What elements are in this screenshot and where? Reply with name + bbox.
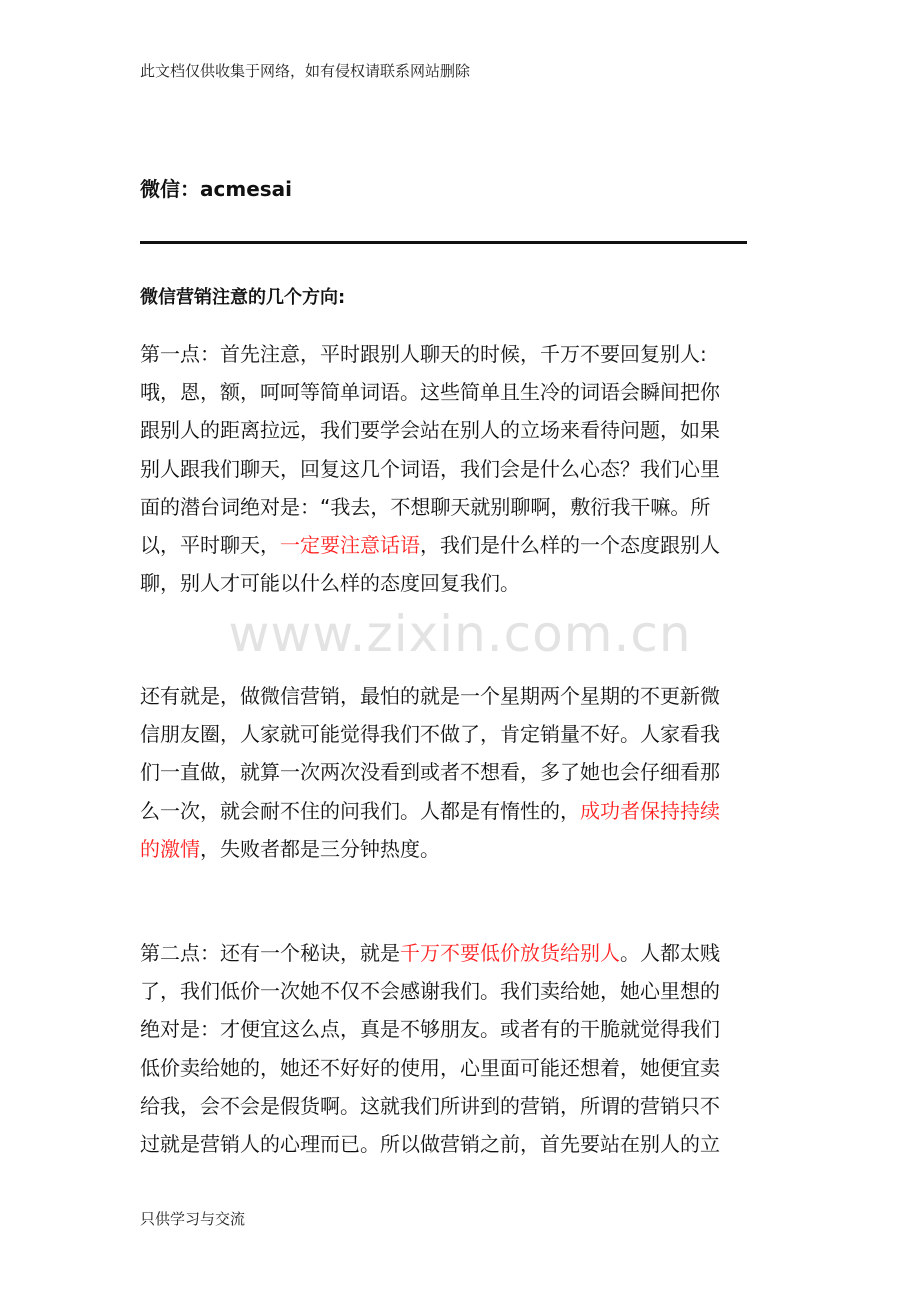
- text-segment: 以，平时聊天，: [140, 533, 280, 558]
- highlight-text: 一定要注意话语: [280, 533, 420, 558]
- text-line: 跟别人的距离拉远，我们要学会站在别人的立场来看待问题，如果: [140, 418, 720, 443]
- highlight-text: 千万不要低价放货给别人: [400, 941, 620, 965]
- text-line: 还有就是，做微信营销，最怕的就是一个星期两个星期的不更新微: [140, 684, 720, 708]
- text-line: 聊，别人才可能以什么样的态度回复我们。: [140, 571, 520, 596]
- text-segment: ，我们是什么样的一个态度跟别人: [420, 533, 720, 558]
- header-notice: 此文档仅供收集于网络，如有侵权请联系网站删除: [140, 62, 471, 80]
- paragraph-second: [140, 677, 768, 868]
- text-line: 第一点：首先注意，平时跟别人聊天的时候，千万不要回复别人:: [140, 342, 707, 366]
- section-title: 微信营销注意的几个方向:: [140, 287, 346, 308]
- highlight-text: 的激情: [140, 836, 200, 861]
- text-line: 面的潜台词绝对是：“我去，不想聊天就别聊啊，敷衍我干嘛。所: [140, 494, 711, 519]
- paragraph-second-point: [140, 934, 768, 1163]
- text-line: 别人跟我们聊天，回复这几个词语，我们会是什么心态？我们心里: [140, 456, 720, 481]
- text-line: 了，我们低价一次她不仅不会感谢我们。我们卖给她，她心里想的: [140, 979, 720, 1004]
- watermark: www.zixin.com.cn: [228, 605, 692, 663]
- text-segment: 么一次，就会耐不住的问我们。人都是有惰性的，: [140, 798, 580, 823]
- text-line: 们一直做，就算一次两次没看到或者不想看，多了她也会仔细看那: [140, 760, 720, 785]
- text-line: [140, 830, 768, 868]
- text-line: 低价卖给她的，她还不好好的使用，心里面可能还想着，她便宜卖: [140, 1055, 720, 1080]
- highlight-text: 成功者保持持续: [580, 798, 720, 823]
- text-line: 信朋友圈，人家就可能觉得我们不做了，肯定销量不好。人家看我: [140, 722, 720, 747]
- paragraph-first-point: [140, 335, 768, 602]
- text-line: [140, 934, 768, 972]
- text-line: [140, 526, 768, 564]
- text-line: 给我，会不会是假货啊。这就我们所讲到的营销，所谓的营销只不: [140, 1093, 720, 1118]
- text-segment: 第二点：还有一个秘诀，就是: [140, 941, 400, 965]
- divider-line: [140, 241, 747, 244]
- text-line: 哦，恩，额，呵呵等简单词语。这些简单且生冷的词语会瞬间把你: [140, 380, 720, 405]
- text-line: 过就是营销人的心理而已。所以做营销之前，首先要站在别人的立: [140, 1132, 720, 1157]
- text-line: 绝对是：才便宜这么点，真是不够朋友。或者有的干脆就觉得我们: [140, 1017, 720, 1042]
- text-segment: 。人都太贱: [620, 941, 720, 965]
- wechat-id: 微信：acmesai: [140, 177, 293, 201]
- footer-notice: 只供学习与交流: [140, 1210, 246, 1228]
- text-segment: ，失败者都是三分钟热度。: [200, 836, 440, 861]
- text-line: [140, 792, 768, 830]
